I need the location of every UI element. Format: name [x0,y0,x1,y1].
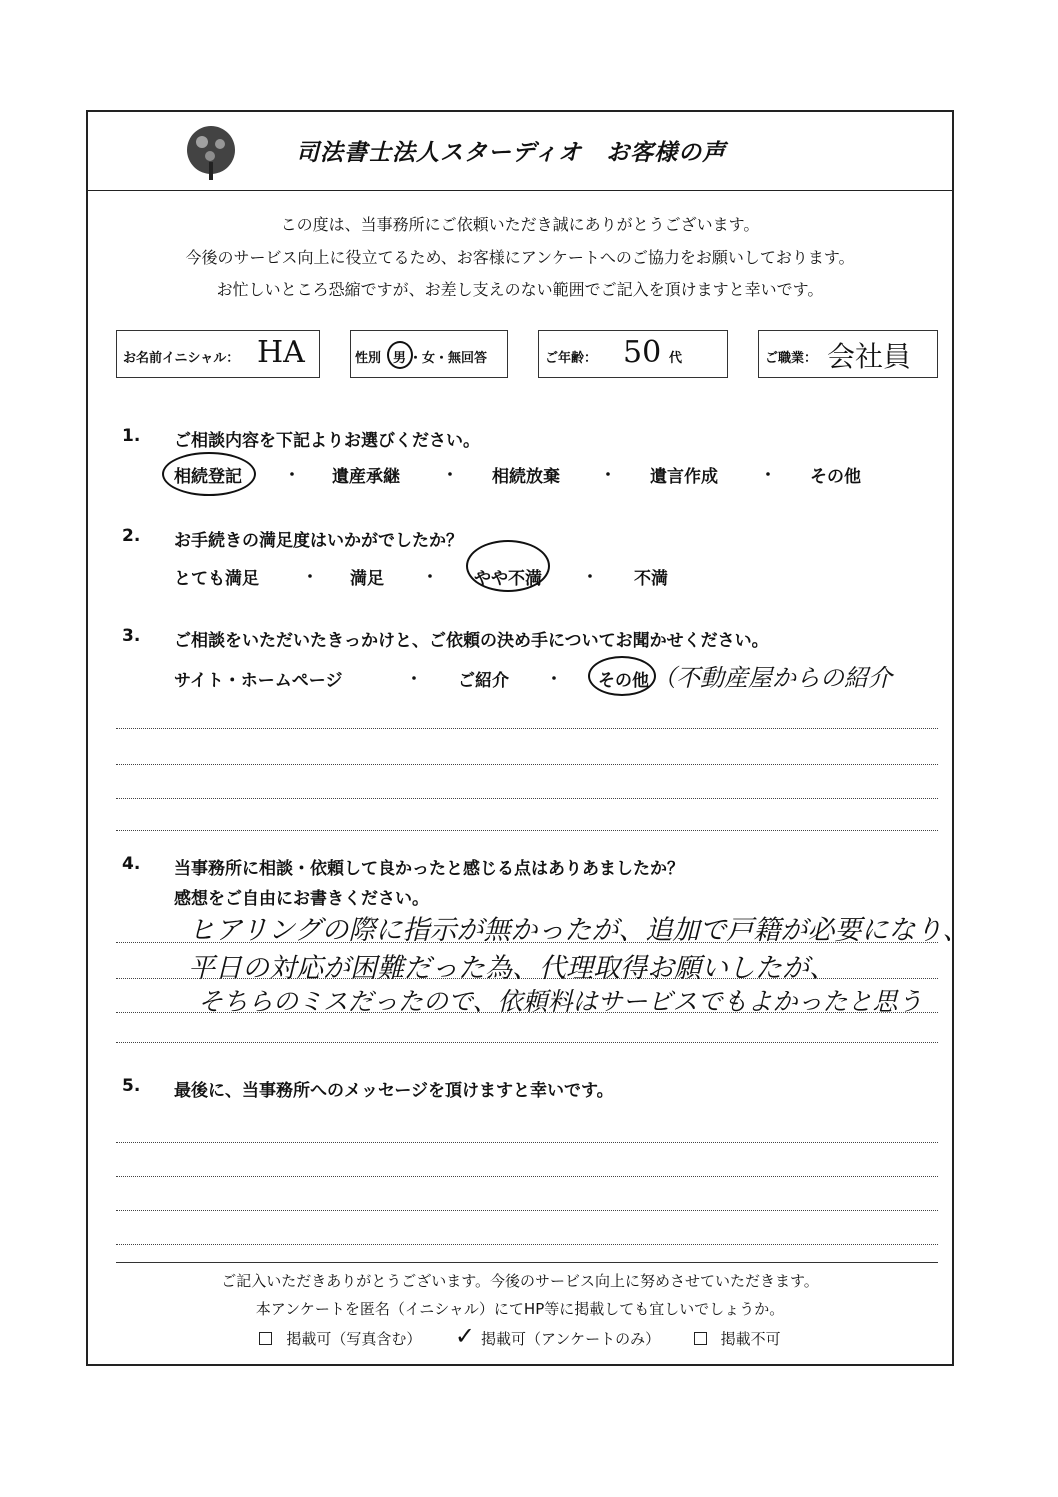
q5-question: 最後に、当事務所へのメッセージを頂けますと幸いです。 [174,1081,614,1101]
q1-number: 1. [122,426,141,446]
separator: ・ [600,465,617,484]
q2-option-somewhat-dissatisfied[interactable]: やや不満 [474,569,542,589]
separator: ・ [582,567,599,586]
answer-line [116,798,938,799]
form-title: 司法書士法人スターディオ お客様の声 [296,140,727,166]
gender-field[interactable] [350,330,508,378]
answer-line [116,1012,938,1013]
footer-divider [116,1262,938,1263]
survey-form [86,110,970,1366]
q3-option-other[interactable]: その他 [598,671,649,691]
footer-consent: 本アンケートを匿名（イニシャル）にてHP等に掲載しても宜しいでしょうか。 [255,1300,785,1318]
answer-line [116,764,938,765]
answer-line [116,1244,938,1245]
gender-label: 性別 [355,351,382,366]
q3-option-referral[interactable]: ご紹介 [458,671,509,691]
q1-option-other[interactable]: その他 [810,467,861,487]
separator: ・ [406,669,423,688]
q1-selected-circle [162,452,256,496]
separator: ・ [422,567,439,586]
job-value: 会社員 [827,340,912,373]
separator: ・ [284,465,301,484]
consent-option-none: 掲載不可 [720,1330,781,1348]
answer-line [116,942,938,943]
intro-line-1: この度は、当事務所にご依頼いただき誠にありがとうございます。 [280,215,760,234]
consent-checkbox-none[interactable] [694,1332,707,1345]
job-field[interactable] [758,330,938,378]
q4-number: 4. [122,854,141,874]
answer-line [116,728,938,729]
age-label: ご年齢： [545,351,598,366]
gender-male-option: 男 [393,351,407,366]
answer-line [116,978,938,979]
q2-number: 2. [122,526,141,546]
q2-selected-circle [466,540,550,592]
intro-line-3: お忙しいところ恐縮ですが、お差し支えのない範囲でご記入を頂けますと幸いです。 [216,280,824,299]
initial-field[interactable] [116,330,320,378]
q1-option-renunciation[interactable]: 相続放棄 [492,467,560,487]
intro-line-2: 今後のサービス向上に役立てるため、お客様にアンケートへのご協力をお願いしております。 [185,248,855,267]
q4-answer-line-2: 平日の対応が困難だった為、代理取得お願いしたが、 [188,953,836,984]
footer-thanks: ご記入いただきありがとうございます。今後のサービス向上に努めさせていただきます。 [221,1272,819,1290]
consent-checkbox-photo[interactable] [259,1332,272,1345]
separator: ・ [442,465,459,484]
answer-line [116,1042,938,1043]
q4-question: 当事務所に相談・依頼して良かったと感じる点はありあましたか？ [174,859,684,879]
consent-option-photo: 掲載可（写真含む） [286,1330,422,1348]
age-field[interactable] [538,330,728,378]
gender-selected-circle [387,341,413,369]
age-unit: 代 [669,351,683,366]
job-label: ご職業： [765,351,818,366]
consent-checkbox-survey-checked[interactable]: ✓ [454,1322,475,1350]
q4-subtext: 感想をご自由にお書きください。 [174,889,429,909]
q5-number: 5. [122,1076,141,1096]
separator: ・ [760,465,777,484]
q1-option-will[interactable]: 遺言作成 [650,467,718,487]
q3-number: 3. [122,626,141,646]
separator: ・ [302,567,319,586]
q2-option-dissatisfied[interactable]: 不満 [634,569,668,589]
answer-line [116,830,938,831]
separator: ・ [546,669,563,688]
q2-option-very-satisfied[interactable]: とても満足 [174,569,259,589]
q4-answer-line-1: ヒアリングの際に指示が無かったが、追加で戸籍が必要になり、 [188,915,970,946]
answer-line [116,1176,938,1177]
consent-options [88,1322,952,1350]
q2-question: お手続きの満足度はいかがでしたか？ [174,531,463,551]
q3-question: ご相談をいただいたきっかけと、ご依頼の決め手についてお聞かせください。 [174,631,769,651]
consent-option-survey: 掲載可（アンケートのみ） [481,1330,661,1348]
q3-option-website[interactable]: サイト・ホームページ [174,671,343,691]
q1-option-estate-succession[interactable]: 遺産承継 [332,467,400,487]
age-value: 50 [623,335,662,370]
q1-option-inheritance-registration[interactable]: 相続登記 [174,467,242,487]
tree-icon [180,122,242,184]
initial-label: お名前イニシャル： [123,351,240,366]
form-header [88,112,952,191]
initial-value: HA [257,335,305,370]
q1-question: ご相談内容を下記よりお選びください。 [174,431,480,451]
q3-other-note: （不動産屋からの紹介 [652,664,892,692]
answer-line [116,1210,938,1211]
answer-line [116,1142,938,1143]
q4-answer-line-3: そちらのミスだったので、依頼料はサービスでもよかったと思う [198,987,923,1016]
q2-option-satisfied[interactable]: 満足 [350,569,384,589]
gender-other-options: ・女・無回答 [409,351,488,366]
q3-selected-circle [588,656,656,696]
